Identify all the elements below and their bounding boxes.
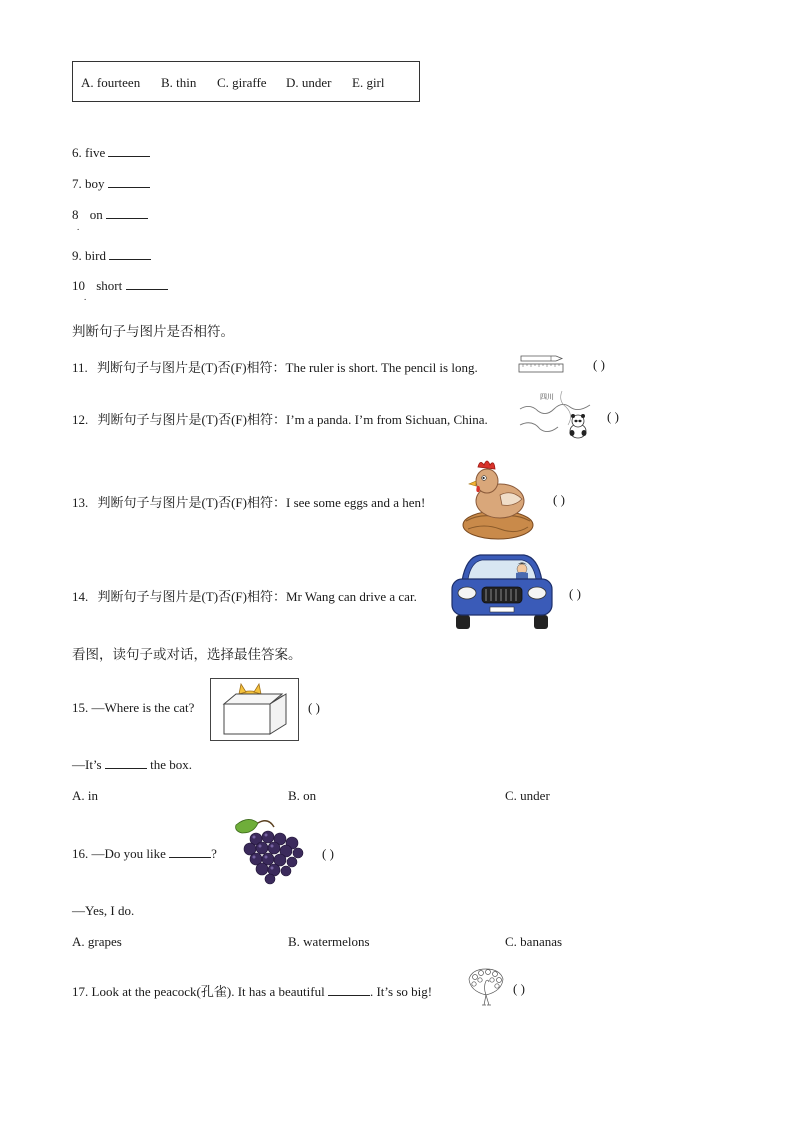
question-end: . It’s so big! <box>369 984 433 999</box>
answer-blank[interactable] <box>108 145 150 157</box>
map-label: 四川 <box>540 393 554 401</box>
question-number: 13. <box>72 495 89 510</box>
question-end: ? <box>211 846 217 861</box>
answer-blank[interactable] <box>108 176 150 188</box>
question-12 <box>72 409 488 428</box>
answer-paren[interactable]: ( ) <box>569 586 581 601</box>
stray-dot: . <box>77 222 80 232</box>
answer-line-15 <box>72 757 192 773</box>
question-text: 17. Look at the peacock(孔雀). It has a beautiful <box>72 984 325 999</box>
item-label: 6. five <box>72 145 106 160</box>
answer-blank[interactable] <box>105 757 147 769</box>
matching-item-6 <box>72 145 150 161</box>
ruler-pencil-icon <box>518 352 564 374</box>
answer-prefix: —It’s <box>72 757 102 772</box>
word-option: E. girl <box>352 75 385 90</box>
car-driver-icon <box>448 551 556 633</box>
option-a[interactable]: A. grapes <box>72 934 122 949</box>
item-label: 9. bird <box>72 248 106 263</box>
item-word: on <box>89 207 103 222</box>
question-16 <box>72 846 217 862</box>
section-heading-tf: 判断句子与图片是否相符。 <box>72 324 234 339</box>
answer-line-16: —Yes, I do. <box>72 903 135 918</box>
answer-paren[interactable]: ( ) <box>322 846 334 861</box>
section-heading-mc: 看图，读句子或对话，选择最佳答案。 <box>72 647 302 662</box>
question-14 <box>72 586 417 605</box>
question-17 <box>72 981 432 1000</box>
answer-blank[interactable] <box>328 984 370 996</box>
answer-blank[interactable] <box>126 278 168 290</box>
answer-blank[interactable] <box>106 207 148 219</box>
question-15: 15. —Where is the cat? <box>72 700 195 715</box>
word-option: A. fourteen <box>81 75 141 90</box>
matching-item-8 <box>72 207 148 223</box>
hen-nest-icon <box>460 455 536 541</box>
question-number: 11. <box>72 360 88 375</box>
question-number: 12. <box>72 412 89 427</box>
word-bank-box <box>72 61 420 102</box>
option-b[interactable]: B. on <box>288 788 317 803</box>
answer-blank[interactable] <box>169 846 211 858</box>
item-word: short <box>96 278 123 293</box>
question-11 <box>72 357 478 376</box>
answer-paren[interactable]: ( ) <box>607 409 619 424</box>
matching-item-9 <box>72 248 151 264</box>
item-number: 8 <box>72 207 79 222</box>
word-option: D. under <box>286 75 332 90</box>
question-text: 判断句子与图片是(T)否(F)相符：I see some eggs and a hen! <box>97 495 426 510</box>
matching-item-7 <box>72 176 150 192</box>
question-number: 14. <box>72 589 89 604</box>
matching-item-10 <box>72 278 168 294</box>
question-text: 判断句子与图片是(T)否(F)相符：Mr Wang can drive a car. <box>97 589 417 604</box>
stray-dot: . <box>84 292 87 302</box>
question-text: 判断句子与图片是(T)否(F)相符：I’m a panda. I’m from Sichuan, China. <box>97 412 488 427</box>
grapes-icon <box>228 815 312 887</box>
item-label: 7. boy <box>72 176 105 191</box>
question-13 <box>72 492 425 511</box>
answer-paren[interactable]: ( ) <box>553 492 565 507</box>
cat-in-box-icon <box>210 678 300 742</box>
option-b[interactable]: B. watermelons <box>288 934 370 949</box>
answer-paren[interactable]: ( ) <box>308 700 320 715</box>
word-option: C. giraffe <box>217 75 267 90</box>
answer-blank[interactable] <box>109 248 151 260</box>
option-a[interactable]: A. in <box>72 788 98 803</box>
panda-map-icon <box>518 389 592 441</box>
answer-paren[interactable]: ( ) <box>593 357 605 372</box>
question-text: 16. —Do you like <box>72 846 166 861</box>
item-number: 10 <box>72 278 85 293</box>
question-text: 判断句子与图片是(T)否(F)相符：The ruler is short. The pencil is long. <box>97 360 478 375</box>
option-c[interactable]: C. under <box>505 788 550 803</box>
peacock-icon <box>466 967 506 1009</box>
answer-paren[interactable]: ( ) <box>513 981 525 996</box>
answer-suffix: the box. <box>150 757 193 772</box>
option-c[interactable]: C. bananas <box>505 934 563 949</box>
word-option: B. thin <box>161 75 197 90</box>
